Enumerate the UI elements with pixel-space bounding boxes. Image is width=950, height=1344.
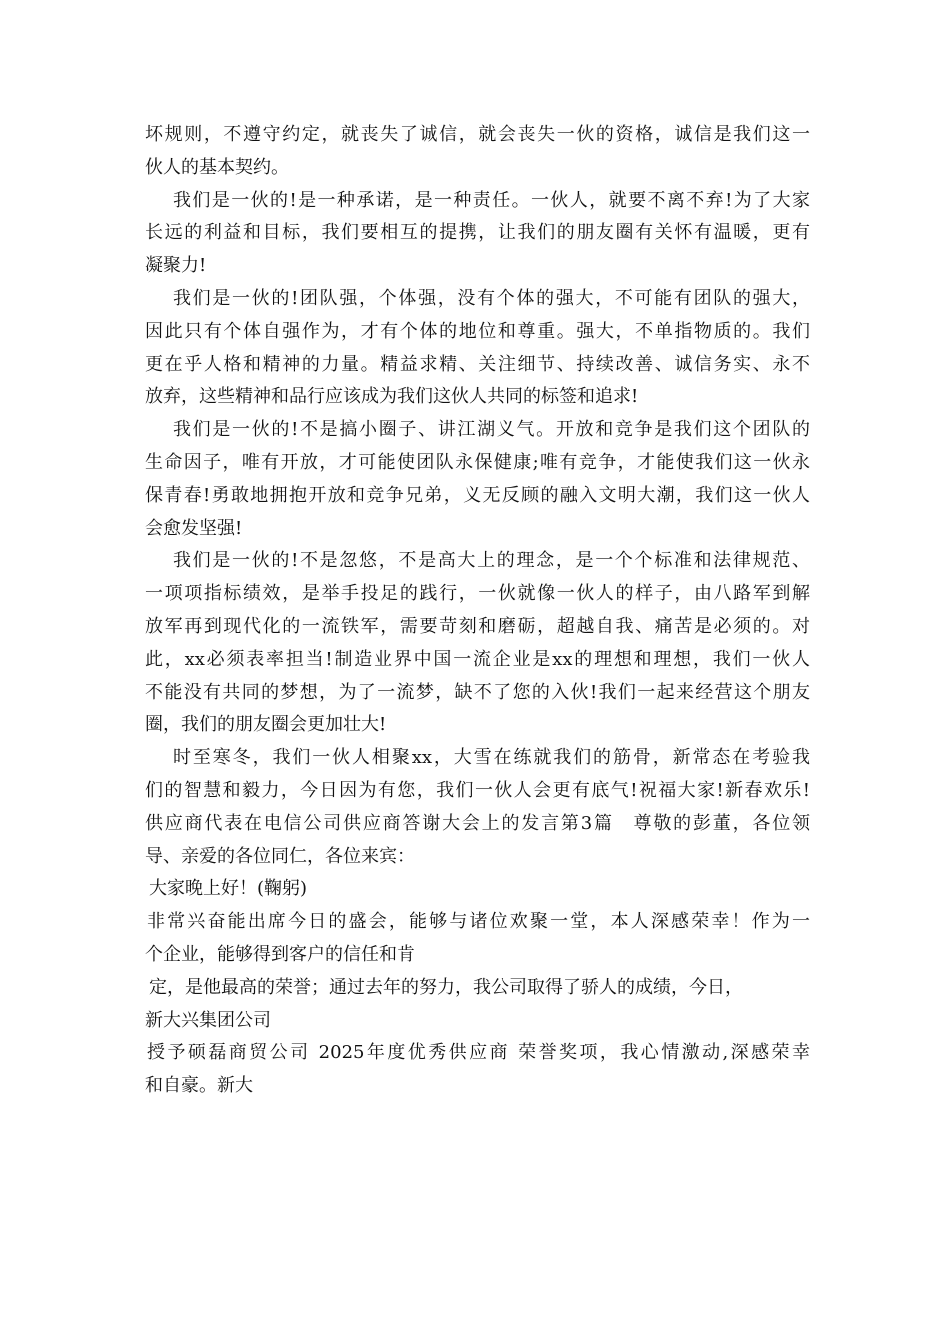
text-line: 因此只有个体自强作为，才有个体的地位和尊重。强大，不单指物质的。我们 [145,320,810,342]
paragraph-start-line: 时至寒冬，我们一伙人相聚xx，大雪在练就我们的筋骨，新常态在考验我 [173,747,810,769]
text-line: 个企业，能够得到客户的信任和肯 [145,943,415,965]
text-line: 供应商代表在电信公司供应商答谢大会上的发言第3篇 尊敬的彭董，各位领 [145,812,810,834]
text-line: 定，是他最高的荣誉；通过去年的努力，我公司取得了骄人的成绩，今日， [149,976,743,998]
text-line: 伙人的基本契约。 [145,156,289,178]
text-line: 更在乎人格和精神的力量。精益求精、关注细节、持续改善、诚信务实、永不 [145,353,810,375]
text-line: 会愈发坚强! [145,517,243,539]
text-line: 放弃，这些精神和品行应该成为我们这伙人共同的标签和追求! [145,386,639,408]
text-line: 新大兴集团公司 [145,1009,271,1031]
text-line: 们的智慧和毅力，今日因为有您，我们一伙人会更有底气!祝福大家!新春欢乐! [145,779,810,801]
text-line: 和自豪。新大 [145,1075,253,1097]
paragraph-start-line: 我们是一伙的!不是忽悠，不是高大上的理念，是一个个标准和法律规范、 [173,550,810,572]
text-line: 生命因子，唯有开放，才可能使团队永保健康;唯有竞争，才能使我们这一伙永 [145,451,810,473]
text-line: 长远的利益和目标，我们要相互的提携，让我们的朋友圈有关怀有温暖，更有 [145,222,810,244]
greeting-line: 大家晚上好！(鞠躬) [149,878,308,900]
text-line: 坏规则，不遵守约定，就丧失了诚信，就会丧失一伙的资格，诚信是我们这一 [145,124,810,145]
text-line: 此，xx必须表率担当!制造业界中国一流企业是xx的理想和理想，我们一伙人 [145,648,810,670]
body-text [145,119,810,1103]
paragraph-start-line: 我们是一伙的!是一种承诺，是一种责任。一伙人，就要不离不弃!为了大家 [173,189,810,211]
text-line: 凝聚力! [145,255,207,277]
text-line: 导、亲爱的各位同仁，各位来宾： [145,845,415,867]
text-line: 放军再到现代化的一流铁军，需要苛刻和磨砺，超越自我、痛苦是必须的。对 [145,615,810,637]
paragraph-start-line: 我们是一伙的!不是搞小圈子、讲江湖义气。开放和竞争是我们这个团队的 [173,419,810,441]
paragraph-start-line: 我们是一伙的!团队强，个体强，没有个体的强大，不可能有团队的强大， [173,287,810,309]
text-line: 圈，我们的朋友圈会更加壮大! [145,714,387,736]
text-line: 授予硕磊商贸公司 2025年度优秀供应商 荣誉奖项，我心情激动,深感荣幸 [147,1042,810,1064]
text-line: 一项项指标绩效，是举手投足的践行，一伙就像一伙人的样子，由八路军到解 [145,583,810,605]
text-line: 不能没有共同的梦想，为了一流梦，缺不了您的入伙!我们一起来经营这个朋友 [145,681,810,703]
text-line: 非常兴奋能出席今日的盛会，能够与诸位欢聚一堂，本人深感荣幸！作为一 [147,911,810,933]
text-line: 保青春!勇敢地拥抱开放和竞争兄弟，义无反顾的融入文明大潮，我们这一伙人 [145,484,810,506]
